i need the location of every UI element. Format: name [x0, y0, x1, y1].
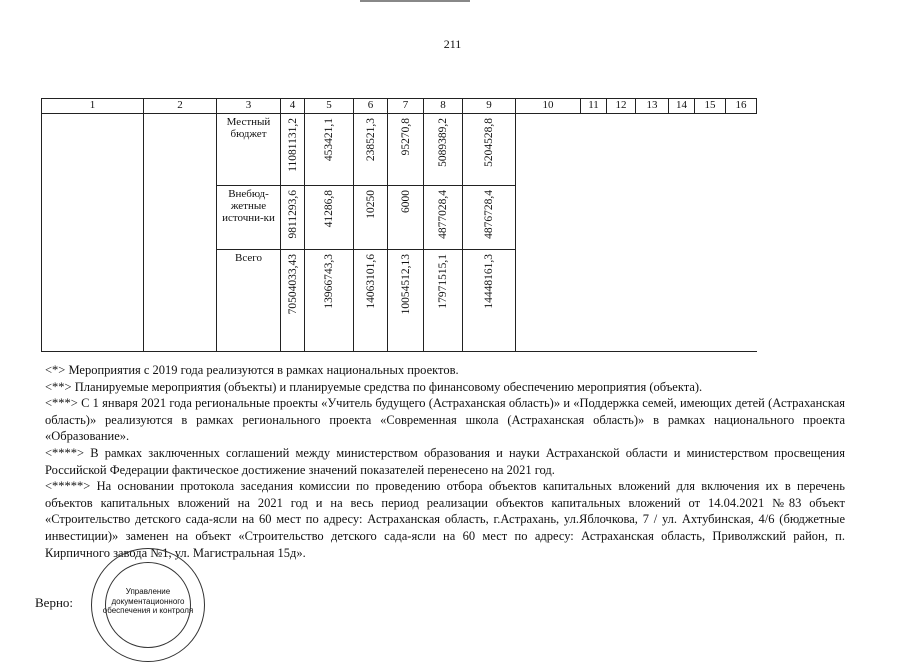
column-header: 6 [354, 99, 388, 114]
value-cell: 17971515,1 [437, 254, 449, 309]
value-cell: 95270,8 [399, 118, 412, 156]
value-cell: 9811293,6 [286, 190, 299, 239]
official-stamp [91, 548, 205, 662]
row-label: Всего [217, 250, 281, 352]
top-scan-marks [360, 0, 470, 6]
footnote: <***> С 1 января 2021 года региональные проекты «Учитель будущего (Астраханская область)» и «Поддержка семей, имеющих детей (Астраханская область)» реализуются в рамках регионального проекта «Современная школа (Астраханская область)» в рамках национального проекта «Образование». [45, 396, 845, 444]
merged-empty-cell [144, 114, 217, 352]
value-cell: 41286,8 [323, 190, 335, 228]
value-cell: 10250 [364, 190, 377, 219]
value-cell: 10054512,13 [399, 254, 412, 315]
column-header: 13 [636, 99, 669, 114]
column-header: 2 [144, 99, 217, 114]
footnotes [45, 362, 845, 561]
column-header: 8 [424, 99, 463, 114]
column-header: 7 [388, 99, 424, 114]
row-label: Внебюд-жетные источни-ки [217, 186, 281, 250]
value-cell: 453421,1 [323, 118, 335, 162]
value-cell: 238521,3 [364, 118, 377, 162]
column-header: 16 [726, 99, 757, 114]
budget-table [41, 98, 757, 352]
value-cell: 4877028,4 [437, 190, 449, 239]
value-cell: 5089389,2 [437, 118, 449, 167]
row-label: Местный бюджет [217, 114, 281, 186]
footnote: <**> Планируемые мероприятия (объекты) и планируемые средства по финансовому обеспечению мероприятия (объекта). [45, 379, 703, 394]
column-header: 14 [669, 99, 695, 114]
column-header: 15 [695, 99, 726, 114]
signature-label: Верно: [35, 595, 74, 610]
page-number: 211 [443, 37, 462, 51]
column-header: 1 [42, 99, 144, 114]
value-cell: 5204528,8 [483, 118, 495, 167]
column-header: 9 [463, 99, 516, 114]
merged-empty-cell [516, 114, 757, 352]
value-cell: 14448161,3 [483, 254, 495, 309]
value-cell: 13966743,3 [323, 254, 335, 309]
column-header: 10 [516, 99, 581, 114]
column-header: 5 [305, 99, 354, 114]
value-cell: 14063101,6 [364, 254, 377, 309]
column-header: 4 [281, 99, 305, 114]
column-header: 12 [607, 99, 636, 114]
stamp-center-text: Управление документационного обеспечения и контроля [102, 587, 194, 615]
value-cell: 4876728,4 [483, 190, 495, 239]
value-cell: 70504033,43 [286, 254, 299, 315]
value-cell: 6000 [399, 190, 412, 213]
column-header: 11 [581, 99, 607, 114]
footnote: <*****> На основании протокола заседания комиссии по проведению отбора объектов капитальных вложений для включения их в перечень объектов капитальных вложений на 2021 год и на весь период реализации объектов капитальных вложений от 14.04.2021 №83 объект «Строительство детского сада-ясли на 60 мест по адресу: Астраханская область, г.Астрахань, ул.Яблочкова, 7 / ул. Ахтубинская, 4/6 (бюджетные инвестиции)» заменен на объект «Строительство детского сада-ясли на 60 мест по адресу: Астраханская область, Приволжский район, п. Кирпичного завода №1, ул. Магистральная 15д». [45, 479, 845, 560]
footnote: <*> Мероприятия с 2019 года реализуются в рамках национальных проектов. [45, 363, 459, 377]
table-row [42, 114, 757, 186]
column-header: 3 [217, 99, 281, 114]
footnote: <****> В рамках заключенных соглашений между министерством образования и науки Астраханской области и министерством просвещения Российской Федерации фактическое достижение значений показателей перенесено на 2021 год. [45, 445, 845, 477]
merged-empty-cell [42, 114, 144, 352]
value-cell: 11081131,2 [286, 118, 299, 172]
table-header-row [42, 99, 757, 114]
